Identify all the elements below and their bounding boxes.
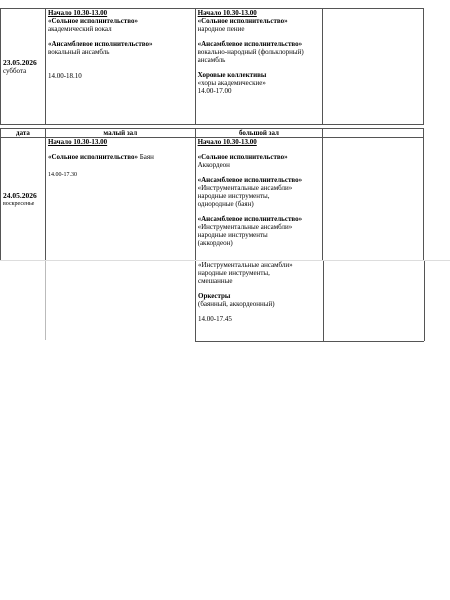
category-desc: народные инструменты, (197, 192, 270, 200)
divider (45, 260, 46, 340)
category-desc: Баян (137, 153, 154, 161)
category-title: «Ансамблевое исполнительство» (197, 215, 303, 223)
schedule-table-2 (0, 128, 424, 261)
header-date: дата (1, 129, 46, 138)
category-desc: вокально-народный (фольклорный) (197, 48, 304, 56)
weekday-text: суббота (3, 66, 27, 75)
divider (195, 260, 196, 341)
category-desc: (аккордеон) (197, 239, 233, 247)
header-big-hall: большой зал (195, 129, 323, 138)
category-desc: (баянный, аккордеонный) (198, 300, 275, 308)
category-title: Хоровые коллективы (197, 71, 267, 79)
category-desc: академический вокал (47, 25, 112, 33)
start-time: Начало 10.30-13.00 (47, 138, 108, 146)
start-time: Начало 10.30-13.00 (197, 9, 257, 17)
category-title: «Сольное исполнительство» (197, 153, 288, 161)
category-title: «Ансамблевое исполнительство» (197, 40, 303, 48)
afternoon-time: 14.00-17.00 (197, 87, 232, 95)
afternoon-time: 14.00-17.45 (198, 315, 232, 323)
category-title: Оркестры (198, 292, 231, 300)
schedule-table-1 (0, 8, 424, 125)
afternoon-time: 14.00-18.10 (47, 72, 82, 80)
empty-cell (323, 138, 424, 261)
continuation-text (198, 261, 322, 323)
start-time: Начало 10.30-13.00 (47, 9, 108, 17)
start-time: Начало 10.30-13.00 (197, 138, 257, 146)
date-text: 24.05.2026 (3, 190, 37, 200)
header-empty (323, 129, 424, 138)
category-desc: ансамбль (197, 56, 226, 64)
empty-cell (323, 9, 424, 125)
small-hall-cell (45, 138, 195, 261)
category-title: «Ансамблевое исполнительство» (197, 176, 303, 184)
category-desc: «Инструментальные ансамбли» (198, 261, 293, 269)
category-title: «Сольное исполнительство» (47, 153, 138, 161)
category-title: «Ансамблевое исполнительство» (47, 40, 153, 48)
category-title: «Сольное исполнительство» (197, 17, 288, 25)
category-desc: смешанные (198, 277, 233, 285)
page-break-line (0, 260, 450, 261)
category-desc: «Инструментальные ансамбли» (197, 223, 293, 231)
divider (323, 260, 324, 341)
divider (195, 341, 424, 342)
big-hall-cell (195, 9, 323, 125)
weekday-text: воскресенье (3, 200, 35, 207)
category-desc: вокальный ансамбль (47, 48, 110, 56)
category-desc: народные инструменты (197, 231, 268, 239)
category-title: «Сольное исполнительство» (47, 17, 138, 25)
category-desc: «Инструментальные ансамбли» (197, 184, 293, 192)
date-cell (1, 138, 46, 261)
category-desc: «хоры академические» (197, 79, 266, 87)
small-hall-cell (45, 9, 195, 125)
afternoon-time: 14.00-17.30 (47, 172, 77, 178)
divider (424, 260, 425, 341)
category-desc: народные инструменты, (198, 269, 270, 277)
date-text: 23.05.2026 (3, 57, 37, 67)
date-cell (1, 9, 46, 125)
category-desc: Аккордеон (197, 161, 230, 169)
category-desc: однородные (баян) (197, 200, 254, 208)
header-small-hall: малый зал (45, 129, 195, 138)
big-hall-cell (195, 138, 323, 261)
category-desc: народное пение (197, 25, 245, 33)
